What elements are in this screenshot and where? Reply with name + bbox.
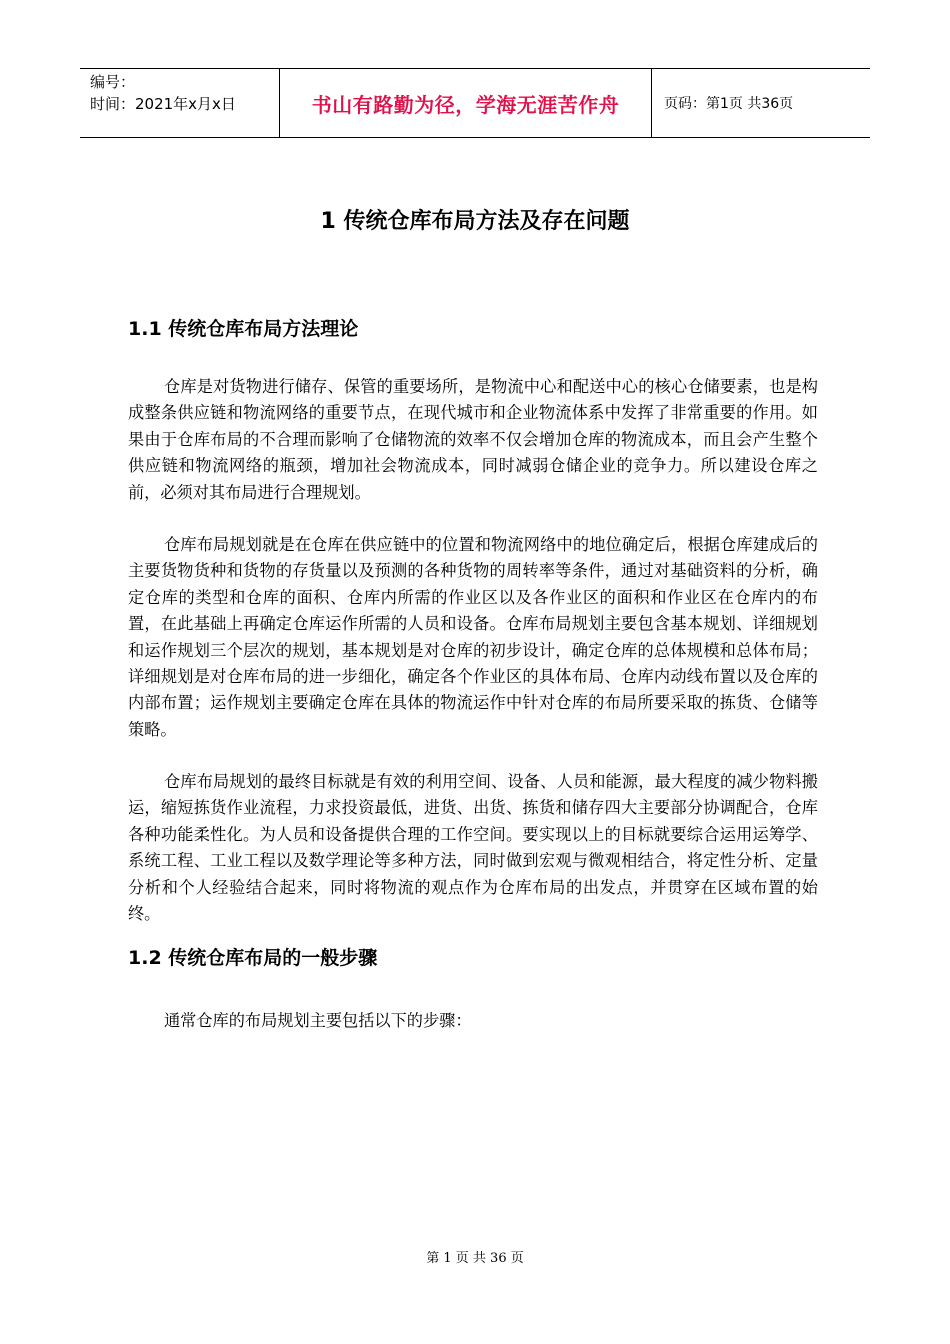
paragraph-4: 通常仓库的布局规划主要包括以下的步骤：: [164, 1011, 472, 1030]
header-meta: [80, 69, 280, 137]
time-label: 时间：2021年x月x日: [90, 95, 236, 113]
paragraph-3: 仓库布局规划的最终目标就是有效的利用空间、设备、人员和能源，最大程度的减少物料搬运，缩短拣货作业流程，力求投资最低，进货、出货、拣货和储存四大主要部分协调配合，仓库各种功能柔性化。为人员和设备提供合理的工作空间。要实现以上的目标就要综合运用运筹学、系统工程、工业工程以及数学理论等多种方法，同时做到宏观与微观相结合，将定性分析、定量分析和个人经验结合起来，同时将物流的观点作为仓库布局的出发点，并贯穿在区域布置的始终。: [128, 772, 818, 924]
number-label: 编号：: [90, 73, 136, 91]
header-page-info: 页码：第1页 共36页: [664, 96, 794, 112]
paragraph-1: 仓库是对货物进行储存、保管的重要场所，是物流中心和配送中心的核心仓储要素，也是构成整条供应链和物流网络的重要节点，在现代城市和企业物流体系中发挥了非常重要的作用。如果由于仓库布局的不合理而影响了仓储物流的效率不仅会增加仓库的物流成本，而且会产生整个供应链和物流网络的瓶颈，增加社会物流成本，同时减弱仓储企业的竞争力。所以建设仓库之前，必须对其布局进行合理规划。: [128, 377, 818, 502]
page-footer: 第 1 页 共 36 页: [426, 1251, 524, 1266]
document-title: 1 传统仓库布局方法及存在问题: [320, 209, 630, 234]
paragraph-2: 仓库布局规划就是在仓库在供应链中的位置和物流网络中的地位确定后，根据仓库建成后的主要货物货种和货物的存货量以及预测的各种货物的周转率等条件，通过对基础资料的分析，确定仓库的类型和仓库的面积、仓库内所需的作业区以及各作业区的面积和作业区在仓库内的布置，在此基础上再确定仓库运作所需的人员和设备。仓库布局规划主要包含基本规划、详细规划和运作规划三个层次的规划，基本规划是对仓库的初步设计，确定仓库的总体规模和总体布局；详细规划是对仓库布局的进一步细化，确定各个作业区的具体布局、仓库内动线布置以及仓库的内部布置；运作规划主要确定仓库在具体的物流运作中针对仓库的布局所要采取的拣货、仓储等策略。: [128, 535, 818, 739]
header-motto: 书山有路勤为径，学海无涯苦作舟: [280, 69, 652, 137]
section-heading-1-2: 1.2 传统仓库布局的一般步骤: [128, 947, 378, 969]
section-heading-1-1: 1.1 传统仓库布局方法理论: [128, 318, 359, 340]
document-header: [80, 68, 870, 138]
